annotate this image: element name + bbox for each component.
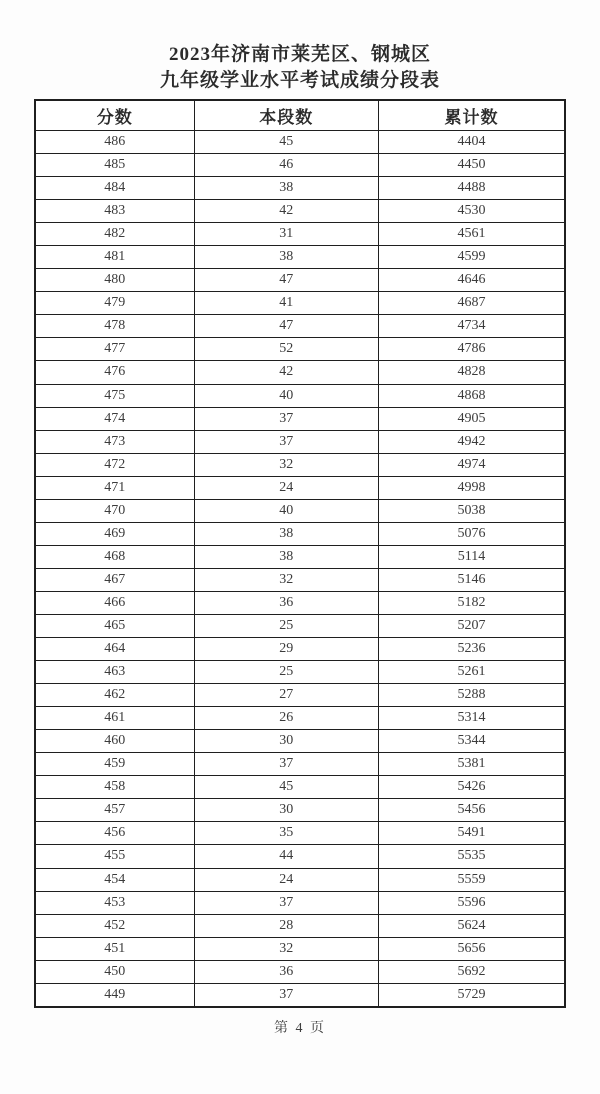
score-cell: 452 xyxy=(35,914,194,937)
table-row xyxy=(35,200,565,223)
segment-count-cell: 31 xyxy=(194,223,378,246)
segment-count-cell: 37 xyxy=(194,407,378,430)
score-cell: 469 xyxy=(35,522,194,545)
page-title-line2: 九年级学业水平考试成绩分段表 xyxy=(159,70,440,91)
table-row xyxy=(35,499,565,522)
score-cell: 471 xyxy=(35,476,194,499)
score-distribution-table xyxy=(34,99,566,1008)
table-row xyxy=(35,476,565,499)
segment-count-cell: 30 xyxy=(194,730,378,753)
cumulative-count-cell: 5314 xyxy=(378,707,565,730)
cumulative-count-cell: 5076 xyxy=(378,522,565,545)
segment-count-cell: 41 xyxy=(194,292,378,315)
score-cell: 472 xyxy=(35,453,194,476)
cumulative-count-cell: 4734 xyxy=(378,315,565,338)
cumulative-count-cell: 5729 xyxy=(378,983,565,1007)
score-cell: 451 xyxy=(35,937,194,960)
cumulative-count-cell: 5038 xyxy=(378,499,565,522)
table-row xyxy=(35,845,565,868)
cumulative-count-cell: 4905 xyxy=(378,407,565,430)
cumulative-count-cell: 5261 xyxy=(378,661,565,684)
score-cell: 455 xyxy=(35,845,194,868)
score-cell: 454 xyxy=(35,868,194,891)
table-row xyxy=(35,407,565,430)
segment-count-cell: 45 xyxy=(194,776,378,799)
score-cell: 468 xyxy=(35,545,194,568)
table-row xyxy=(35,246,565,269)
table-row xyxy=(35,384,565,407)
segment-count-cell: 37 xyxy=(194,753,378,776)
cumulative-count-cell: 5236 xyxy=(378,638,565,661)
cumulative-count-cell: 4687 xyxy=(378,292,565,315)
segment-count-cell: 32 xyxy=(194,453,378,476)
score-cell: 462 xyxy=(35,684,194,707)
score-cell: 465 xyxy=(35,614,194,637)
segment-count-cell: 32 xyxy=(194,568,378,591)
page-title-line1: 2023年济南市莱芜区、钢城区 xyxy=(168,44,431,65)
cumulative-count-cell: 5114 xyxy=(378,545,565,568)
cumulative-count-cell: 4450 xyxy=(378,154,565,177)
score-cell: 466 xyxy=(35,591,194,614)
table-row xyxy=(35,891,565,914)
score-cell: 449 xyxy=(35,983,194,1007)
score-cell: 459 xyxy=(35,753,194,776)
table-row xyxy=(35,638,565,661)
cumulative-count-cell: 4868 xyxy=(378,384,565,407)
table-row xyxy=(35,292,565,315)
segment-count-cell: 24 xyxy=(194,476,378,499)
header-segment-count: 本段数 xyxy=(194,100,378,131)
table-row xyxy=(35,730,565,753)
segment-count-cell: 29 xyxy=(194,638,378,661)
table-row xyxy=(35,361,565,384)
cumulative-count-cell: 5146 xyxy=(378,568,565,591)
segment-count-cell: 47 xyxy=(194,315,378,338)
segment-count-cell: 37 xyxy=(194,430,378,453)
segment-count-cell: 27 xyxy=(194,684,378,707)
segment-count-cell: 38 xyxy=(194,246,378,269)
score-cell: 483 xyxy=(35,200,194,223)
score-cell: 460 xyxy=(35,730,194,753)
cumulative-count-cell: 4561 xyxy=(378,223,565,246)
table-body xyxy=(35,131,565,1007)
segment-count-cell: 32 xyxy=(194,937,378,960)
table-row xyxy=(35,453,565,476)
cumulative-count-cell: 5491 xyxy=(378,822,565,845)
page-title xyxy=(0,0,600,94)
score-cell: 450 xyxy=(35,960,194,983)
cumulative-count-cell: 5692 xyxy=(378,960,565,983)
cumulative-count-cell: 5182 xyxy=(378,591,565,614)
table-row xyxy=(35,315,565,338)
cumulative-count-cell: 5456 xyxy=(378,799,565,822)
table-row xyxy=(35,614,565,637)
cumulative-count-cell: 4828 xyxy=(378,361,565,384)
score-cell: 486 xyxy=(35,131,194,154)
score-cell: 485 xyxy=(35,154,194,177)
segment-count-cell: 25 xyxy=(194,661,378,684)
segment-count-cell: 36 xyxy=(194,960,378,983)
segment-count-cell: 46 xyxy=(194,154,378,177)
cumulative-count-cell: 4488 xyxy=(378,177,565,200)
cumulative-count-cell: 5535 xyxy=(378,845,565,868)
segment-count-cell: 40 xyxy=(194,384,378,407)
score-cell: 476 xyxy=(35,361,194,384)
score-cell: 456 xyxy=(35,822,194,845)
table-header-row xyxy=(35,100,565,131)
segment-count-cell: 36 xyxy=(194,591,378,614)
cumulative-count-cell: 4404 xyxy=(378,131,565,154)
table-row xyxy=(35,960,565,983)
score-cell: 458 xyxy=(35,776,194,799)
segment-count-cell: 25 xyxy=(194,614,378,637)
segment-count-cell: 24 xyxy=(194,868,378,891)
table-row xyxy=(35,223,565,246)
cumulative-count-cell: 4942 xyxy=(378,430,565,453)
cumulative-count-cell: 5207 xyxy=(378,614,565,637)
cumulative-count-cell: 4998 xyxy=(378,476,565,499)
page-number: 第 4 页 xyxy=(274,1020,326,1036)
cumulative-count-cell: 5381 xyxy=(378,753,565,776)
cumulative-count-cell: 4599 xyxy=(378,246,565,269)
score-cell: 470 xyxy=(35,499,194,522)
cumulative-count-cell: 5288 xyxy=(378,684,565,707)
score-cell: 480 xyxy=(35,269,194,292)
table-row xyxy=(35,338,565,361)
table-row xyxy=(35,707,565,730)
table-row xyxy=(35,822,565,845)
score-cell: 481 xyxy=(35,246,194,269)
score-cell: 461 xyxy=(35,707,194,730)
segment-count-cell: 47 xyxy=(194,269,378,292)
segment-count-cell: 44 xyxy=(194,845,378,868)
cumulative-count-cell: 4974 xyxy=(378,453,565,476)
header-score: 分数 xyxy=(35,100,194,131)
score-cell: 453 xyxy=(35,891,194,914)
table-row xyxy=(35,937,565,960)
cumulative-count-cell: 5596 xyxy=(378,891,565,914)
segment-count-cell: 42 xyxy=(194,361,378,384)
table-row xyxy=(35,269,565,292)
segment-count-cell: 26 xyxy=(194,707,378,730)
score-cell: 474 xyxy=(35,407,194,430)
table-row xyxy=(35,522,565,545)
segment-count-cell: 40 xyxy=(194,499,378,522)
cumulative-count-cell: 5344 xyxy=(378,730,565,753)
score-cell: 479 xyxy=(35,292,194,315)
segment-count-cell: 37 xyxy=(194,983,378,1007)
score-cell: 464 xyxy=(35,638,194,661)
segment-count-cell: 28 xyxy=(194,914,378,937)
table-row xyxy=(35,177,565,200)
segment-count-cell: 38 xyxy=(194,545,378,568)
cumulative-count-cell: 5426 xyxy=(378,776,565,799)
score-cell: 484 xyxy=(35,177,194,200)
score-cell: 478 xyxy=(35,315,194,338)
table-row xyxy=(35,661,565,684)
segment-count-cell: 30 xyxy=(194,799,378,822)
cumulative-count-cell: 4786 xyxy=(378,338,565,361)
score-cell: 475 xyxy=(35,384,194,407)
table-row xyxy=(35,868,565,891)
table-row xyxy=(35,568,565,591)
cumulative-count-cell: 5559 xyxy=(378,868,565,891)
score-cell: 467 xyxy=(35,568,194,591)
score-cell: 477 xyxy=(35,338,194,361)
table-row xyxy=(35,154,565,177)
segment-count-cell: 35 xyxy=(194,822,378,845)
score-cell: 473 xyxy=(35,430,194,453)
segment-count-cell: 38 xyxy=(194,522,378,545)
cumulative-count-cell: 4530 xyxy=(378,200,565,223)
header-cumulative-count: 累计数 xyxy=(378,100,565,131)
segment-count-cell: 45 xyxy=(194,131,378,154)
table-row xyxy=(35,131,565,154)
cumulative-count-cell: 5624 xyxy=(378,914,565,937)
table-row xyxy=(35,753,565,776)
table-row xyxy=(35,684,565,707)
segment-count-cell: 52 xyxy=(194,338,378,361)
table-row xyxy=(35,914,565,937)
score-cell: 482 xyxy=(35,223,194,246)
segment-count-cell: 42 xyxy=(194,200,378,223)
table-row xyxy=(35,591,565,614)
table-row xyxy=(35,545,565,568)
score-cell: 457 xyxy=(35,799,194,822)
cumulative-count-cell: 4646 xyxy=(378,269,565,292)
table-row xyxy=(35,983,565,1007)
table-row xyxy=(35,776,565,799)
table-row xyxy=(35,799,565,822)
segment-count-cell: 38 xyxy=(194,177,378,200)
cumulative-count-cell: 5656 xyxy=(378,937,565,960)
table-row xyxy=(35,430,565,453)
segment-count-cell: 37 xyxy=(194,891,378,914)
score-cell: 463 xyxy=(35,661,194,684)
